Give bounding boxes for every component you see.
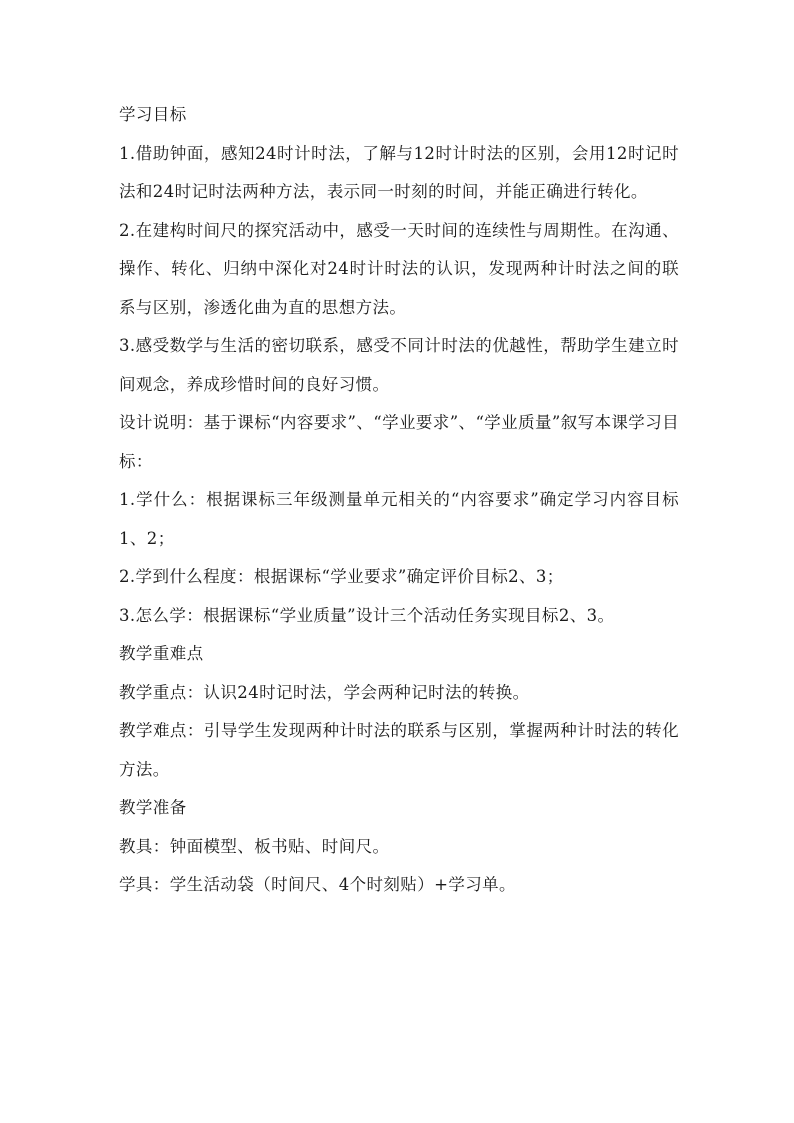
goal-item-1: 1.借助钟面，感知24时计时法，了解与12时计时法的区别，会用12时记时法和24时记时法两种方法，表示同一时刻的时间，并能正确进行转化。: [119, 143, 679, 201]
heading-teaching-preparation: 教学准备: [119, 798, 187, 817]
heading-learning-goals: 学习目标: [119, 105, 187, 124]
document-body: [119, 96, 679, 905]
design-item-2: 2.学到什么程度：根据课标“学业要求”确定评价目标2、3；: [119, 567, 564, 586]
design-item-1: 1.学什么：根据课标三年级测量单元相关的“内容要求”确定学习内容目标1、2；: [119, 490, 679, 548]
learning-aids: 学具：学生活动袋（时间尺、4个时刻贴）+学习单。: [119, 875, 516, 894]
teaching-aids: 教具：钟面模型、板书贴、时间尺。: [119, 836, 390, 856]
heading-key-difficult-points: 教学重难点: [119, 644, 204, 663]
design-note: 设计说明：基于课标“内容要求”、“学业要求”、“学业质量”叙写本课学习目标：: [119, 413, 680, 471]
key-point: 教学重点：认识24时记时法，学会两种记时法的转换。: [119, 682, 530, 702]
difficult-point: 教学难点：引导学生发现两种计时法的联系与区别，掌握两种计时法的转化方法。: [119, 721, 679, 779]
goal-item-3: 3.感受数学与生活的密切联系，感受不同计时法的优越性，帮助学生建立时间观念，养成珍惜时间的良好习惯。: [119, 336, 679, 394]
design-item-3: 3.怎么学：根据课标“学业质量”设计三个活动任务实现目标2、3。: [119, 605, 615, 625]
goal-item-2: 2.在建构时间尺的探究活动中，感受一天时间的连续性与周期性。在沟通、操作、转化、归纳中深化对24时计时法的认识，发现两种计时法之间的联系与区别，渗透化曲为直的思想方法。: [119, 220, 679, 317]
